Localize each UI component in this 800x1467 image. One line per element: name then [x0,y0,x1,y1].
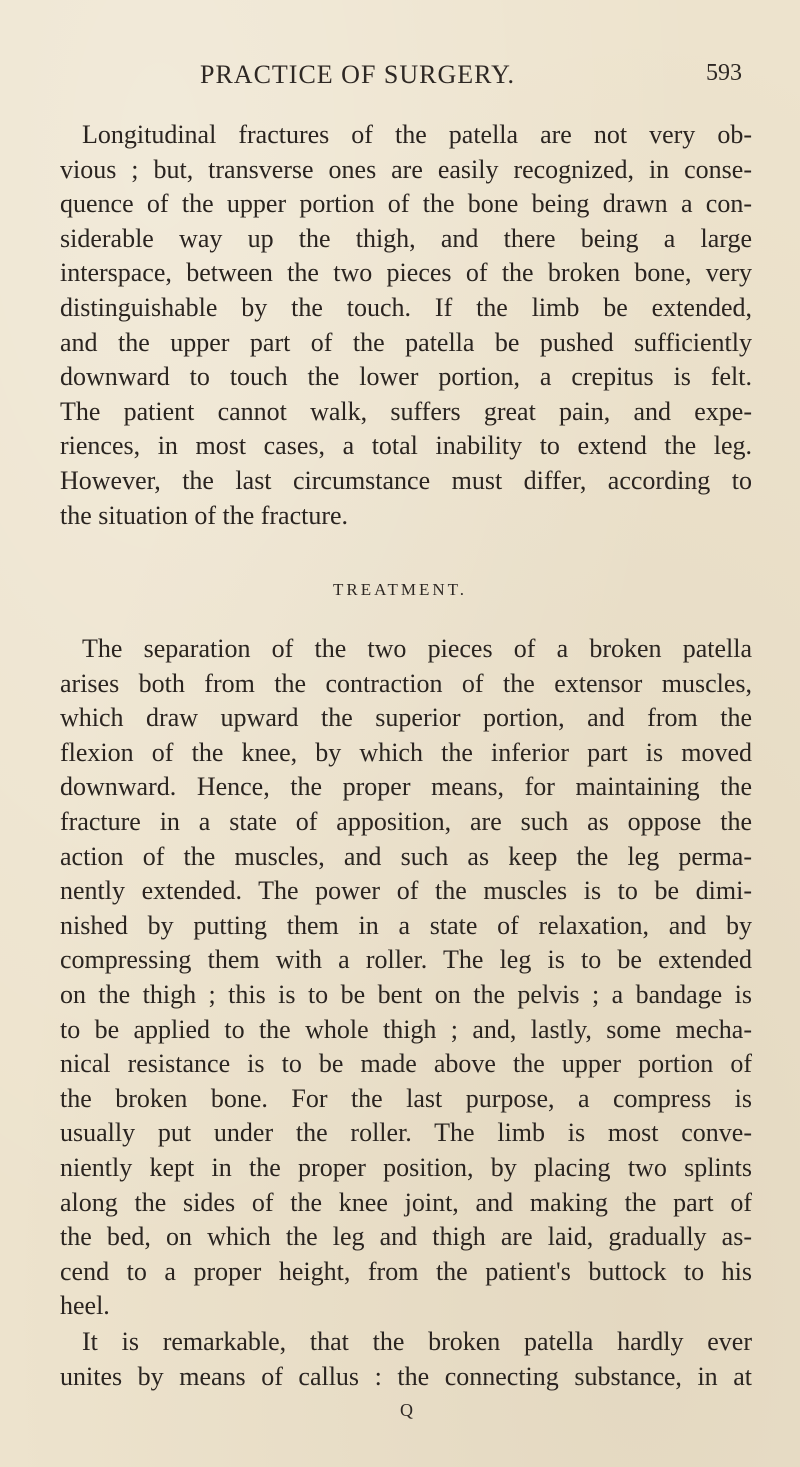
paragraph-fracture-signs [60,118,752,533]
text-line: and the upper part of the patella be pushed sufficiently [60,327,752,357]
text-line: siderable way up the thigh, and there being a large [60,223,752,253]
section-heading: TREATMENT. [332,580,468,599]
text-line: nical resistance is to be made above the upper portion of [60,1049,752,1079]
text-line: the broken bone. For the last purpose, a compress is [60,1083,752,1113]
text-line: the bed, on which the leg and thigh are laid, gradually as- [60,1222,752,1252]
text-line: action of the muscles, and such as keep the leg perma- [60,841,752,871]
page-number: 593 [706,60,742,86]
paragraph-treatment [60,632,752,1324]
paragraph-callus [60,1325,752,1394]
signature-mark: Q [400,1400,415,1420]
text-line: flexion of the knee, by which the inferior part is moved [60,737,752,767]
text-line: It is remarkable, that the broken patella hardly ever [82,1327,752,1356]
text-line: nently extended. The power of the muscles is to be dimi- [60,876,752,906]
text-line: which draw upward the superior portion, and from the [60,703,752,733]
text-line: arises both from the contraction of the extensor muscles, [60,668,752,698]
text-line: interspace, between the two pieces of the broken bone, very [60,258,752,288]
text-line: Longitudinal fractures of the patella are not very ob- [82,120,752,149]
text-line: fracture in a state of apposition, are such as oppose the [60,806,752,836]
text-line: riences, in most cases, a total inability to extend the leg. [60,431,752,461]
text-line: downward. Hence, the proper means, for maintaining the [60,772,752,802]
text-line: usually put under the roller. The limb is most conve- [60,1118,752,1148]
text-line: distinguishable by the touch. If the limb be extended, [60,292,752,322]
text-line: nished by putting them in a state of relaxation, and by [60,910,752,940]
running-title: PRACTICE OF SURGERY. [200,60,515,89]
text-line: quence of the upper portion of the bone being drawn a con- [60,189,752,219]
text-line: along the sides of the knee joint, and making the part of [60,1187,752,1217]
text-line: to be applied to the whole thigh ; and, lastly, some mecha- [60,1014,752,1044]
text-line: the situation of the fracture. [60,500,349,530]
text-line: cend to a proper height, from the patient's buttock to his [60,1256,752,1286]
text-line: niently kept in the proper position, by placing two splints [60,1152,752,1182]
text-line: vious ; but, transverse ones are easily recognized, in conse- [60,154,752,184]
text-line: on the thigh ; this is to be bent on the pelvis ; a bandage is [60,979,752,1009]
text-line: The separation of the two pieces of a broken patella [82,634,752,663]
text-line: unites by means of callus : the connecting substance, in at [60,1361,752,1391]
text-line: However, the last circumstance must differ, according to [60,465,752,495]
text-line: The patient cannot walk, suffers great pain, and expe- [60,396,752,426]
text-line: downward to touch the lower portion, a crepitus is felt. [60,362,752,392]
text-line: heel. [60,1291,110,1321]
text-line: compressing them with a roller. The leg is to be extended [60,945,752,975]
running-head [60,60,742,100]
